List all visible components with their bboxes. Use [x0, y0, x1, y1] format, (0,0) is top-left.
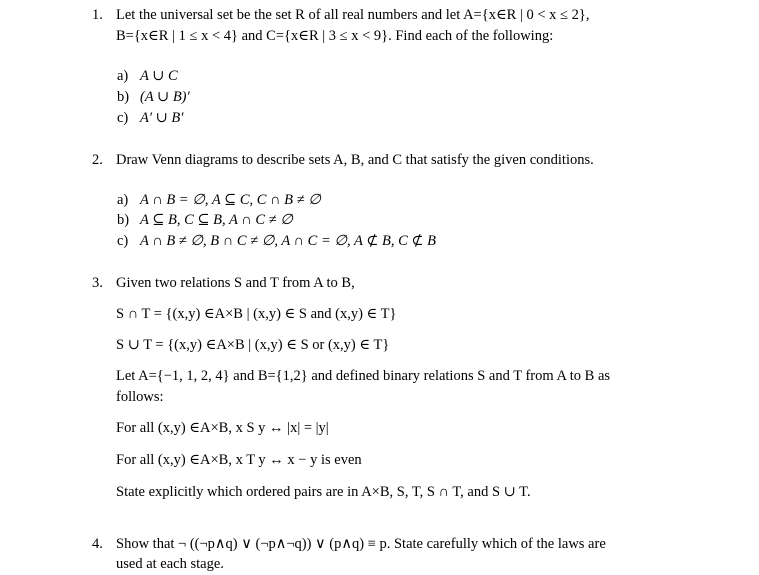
q2-part-c-label: c) [117, 233, 129, 249]
q2-part-c-expr: A ∩ B ≠ ∅, B ∩ C ≠ ∅, A ∩ C = ∅, A ⊄ B, C ⊄ B [140, 233, 437, 249]
q1-part-c-expr: A′ ∪ B′ [140, 110, 184, 126]
q1-line-1: Let the universal set be the set R of all real numbers and let A={x∈R | 0 < x ≤ 2}, [116, 7, 590, 23]
q3-state: State explicitly which ordered pairs are in A×B, S, T, S ∩ T, and S ∪ T. [116, 484, 531, 500]
q1-part-b-label: b) [117, 89, 130, 105]
q2-part-a-label: a) [117, 192, 129, 208]
q2-part-a-expr: A ∩ B = ∅, A ⊆ C, C ∩ B ≠ ∅ [140, 192, 321, 208]
q2-part-b-expr: A ⊆ B, C ⊆ B, A ∩ C ≠ ∅ [140, 212, 293, 228]
q3-intro: Given two relations S and T from A to B, [116, 275, 355, 291]
q1-part-a-expr: A ∪ C [140, 68, 178, 84]
q1-line-2: B={x∈R | 1 ≤ x < 4} and C={x∈R | 3 ≤ x < 9}. Find each of the following: [116, 28, 554, 44]
q1-number: 1. [92, 7, 103, 23]
q3-relation-t: For all (x,y) ∈A×B, x T y ↔ x − y is even [116, 452, 362, 468]
q3-let-line-2: follows: [116, 389, 164, 405]
q3-let-line-1: Let A={−1, 1, 2, 4} and B={1,2} and defined binary relations S and T from A to B as [116, 368, 611, 384]
q2-text: Draw Venn diagrams to describe sets A, B, and C that satisfy the given conditions. [116, 152, 594, 168]
q1-part-b-expr: (A ∪ B)′ [140, 89, 190, 105]
q3-intersection-def: S ∩ T = {(x,y) ∈A×B | (x,y) ∈ S and (x,y) ∈ T} [116, 306, 397, 322]
q2-number: 2. [92, 152, 103, 168]
q3-number: 3. [92, 275, 103, 291]
q4-number: 4. [92, 536, 103, 552]
q3-relation-s: For all (x,y) ∈A×B, x S y ↔ |x| = |y| [116, 420, 329, 436]
q1-part-a-label: a) [117, 68, 129, 84]
q1-part-c-label: c) [117, 110, 129, 126]
q3-union-def: S ∪ T = {(x,y) ∈A×B | (x,y) ∈ S or (x,y) ∈ T} [116, 337, 390, 353]
q4-line-2: used at each stage. [116, 556, 224, 572]
q2-part-b-label: b) [117, 212, 130, 228]
q4-line-1: Show that ¬ ((¬p∧q) ∨ (¬p∧¬q)) ∨ (p∧q) ≡ p. State carefully which of the laws are [116, 536, 606, 552]
